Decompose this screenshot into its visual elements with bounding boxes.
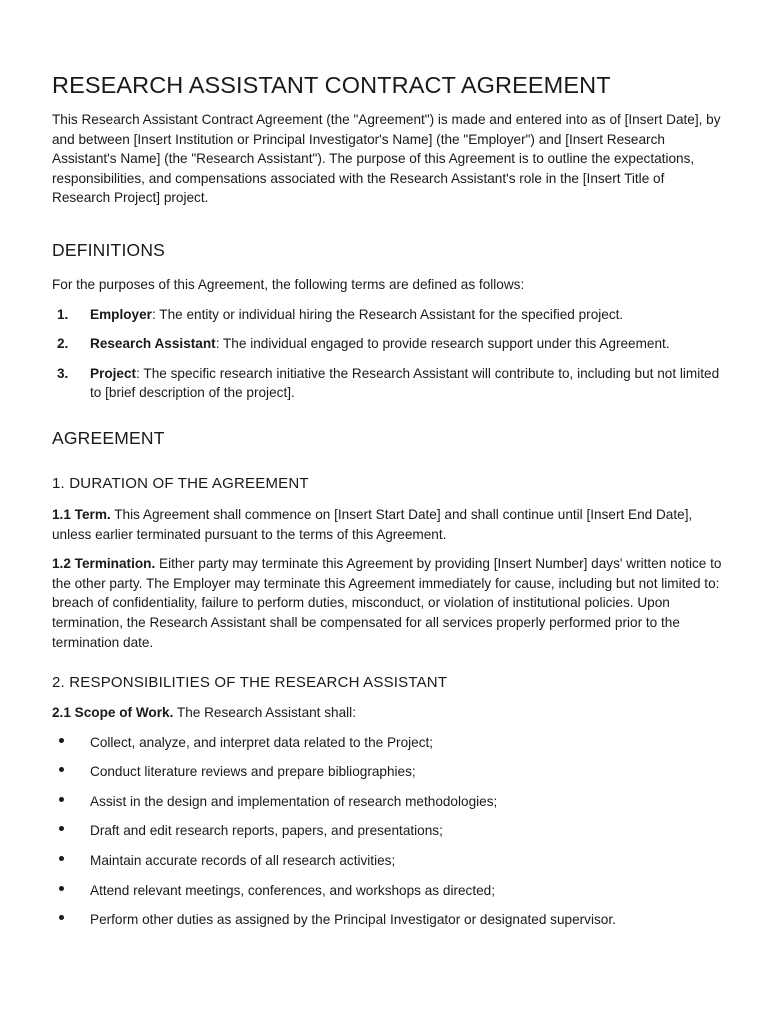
list-item	[52, 334, 724, 354]
list-item	[52, 910, 724, 930]
duty-text: Attend relevant meetings, conferences, and workshops as directed;	[90, 882, 496, 898]
definition-term: Research Assistant	[90, 336, 216, 352]
clause-text: The Research Assistant shall:	[173, 705, 356, 721]
bullet-icon	[59, 856, 64, 861]
duty-text: Collect, analyze, and interpret data related to the Project;	[90, 734, 434, 750]
duty-text: Maintain accurate records of all research activities;	[90, 853, 396, 869]
duration-heading: 1. DURATION OF THE AGREEMENT	[52, 474, 309, 492]
bullet-icon	[59, 738, 64, 743]
clause-text: Either party may terminate this Agreement by providing [Insert Number] days' written notice to the other party. The Employer may terminate this Agreement immediately for cause, including but not limited to: breach of confidentiality, failure to perform duties, misconduct, or violation of institutional policies. Upon termination, the Research Assistant shall be compensated for all services properly performed prior to the termination date.	[52, 556, 722, 650]
item-number: 1.	[57, 306, 69, 322]
termination-clause	[52, 554, 724, 652]
duty-text: Perform other duties as assigned by the Principal Investigator or designated supervisor.	[90, 912, 616, 928]
clause-label: 1.1 Term.	[52, 506, 111, 522]
definition-text: : The entity or individual hiring the Research Assistant for the specified project.	[151, 306, 624, 322]
list-item	[52, 792, 724, 812]
term-clause	[52, 505, 724, 544]
bullet-icon	[59, 767, 64, 772]
definition-text: : The specific research initiative the Research Assistant will contribute to, including but not limited to [brief description of the project].	[90, 365, 720, 401]
item-number: 3.	[57, 365, 69, 381]
list-item	[52, 881, 724, 901]
list-item	[52, 733, 724, 753]
document-title: RESEARCH ASSISTANT CONTRACT AGREEMENT	[52, 72, 611, 98]
definitions-heading: DEFINITIONS	[52, 239, 166, 260]
clause-text: This Agreement shall commence on [Insert Start Date] and shall continue until [Insert End Date], unless earlier terminated pursuant to the terms of this Agreement.	[52, 506, 693, 542]
duty-text: Conduct literature reviews and prepare bibliographies;	[90, 764, 416, 780]
bullet-icon	[59, 915, 64, 920]
list-item	[52, 364, 724, 403]
definitions-lead: For the purposes of this Agreement, the following terms are defined as follows:	[52, 276, 525, 292]
definition-text: : The individual engaged to provide research support under this Agreement.	[215, 336, 670, 352]
duties-list	[52, 733, 724, 930]
definitions-list	[52, 305, 724, 403]
list-item	[52, 762, 724, 782]
definition-term: Employer	[90, 306, 152, 322]
bullet-icon	[59, 886, 64, 891]
clause-label: 1.2 Termination.	[52, 556, 156, 572]
definition-term: Project	[90, 365, 137, 381]
list-item	[52, 305, 724, 325]
duty-text: Assist in the design and implementation of research methodologies;	[90, 793, 498, 809]
clause-label: 2.1 Scope of Work.	[52, 705, 174, 721]
bullet-icon	[59, 826, 64, 831]
list-item	[52, 821, 724, 841]
bullet-icon	[59, 797, 64, 802]
responsibilities-heading: 2. RESPONSIBILITIES OF THE RESEARCH ASSISTANT	[52, 674, 448, 692]
duty-text: Draft and edit research reports, papers, and presentations;	[90, 823, 443, 839]
list-item	[52, 851, 724, 871]
agreement-heading: AGREEMENT	[52, 427, 165, 448]
item-number: 2.	[57, 336, 69, 352]
scope-clause	[52, 703, 724, 723]
document-page	[52, 70, 724, 930]
intro-paragraph: This Research Assistant Contract Agreement (the "Agreement") is made and entered into as of [Insert Date], by and between [Insert Institution or Principal Investigator's Name] (the "Employer") and [Insert Research Assistant's Name] (the "Research Assistant"). The purpose of this Agreement is to outline the expectations, responsibilities, and compensations associated with the Research Assistant's role in the [Insert Title of Research Project] project.	[52, 112, 721, 206]
